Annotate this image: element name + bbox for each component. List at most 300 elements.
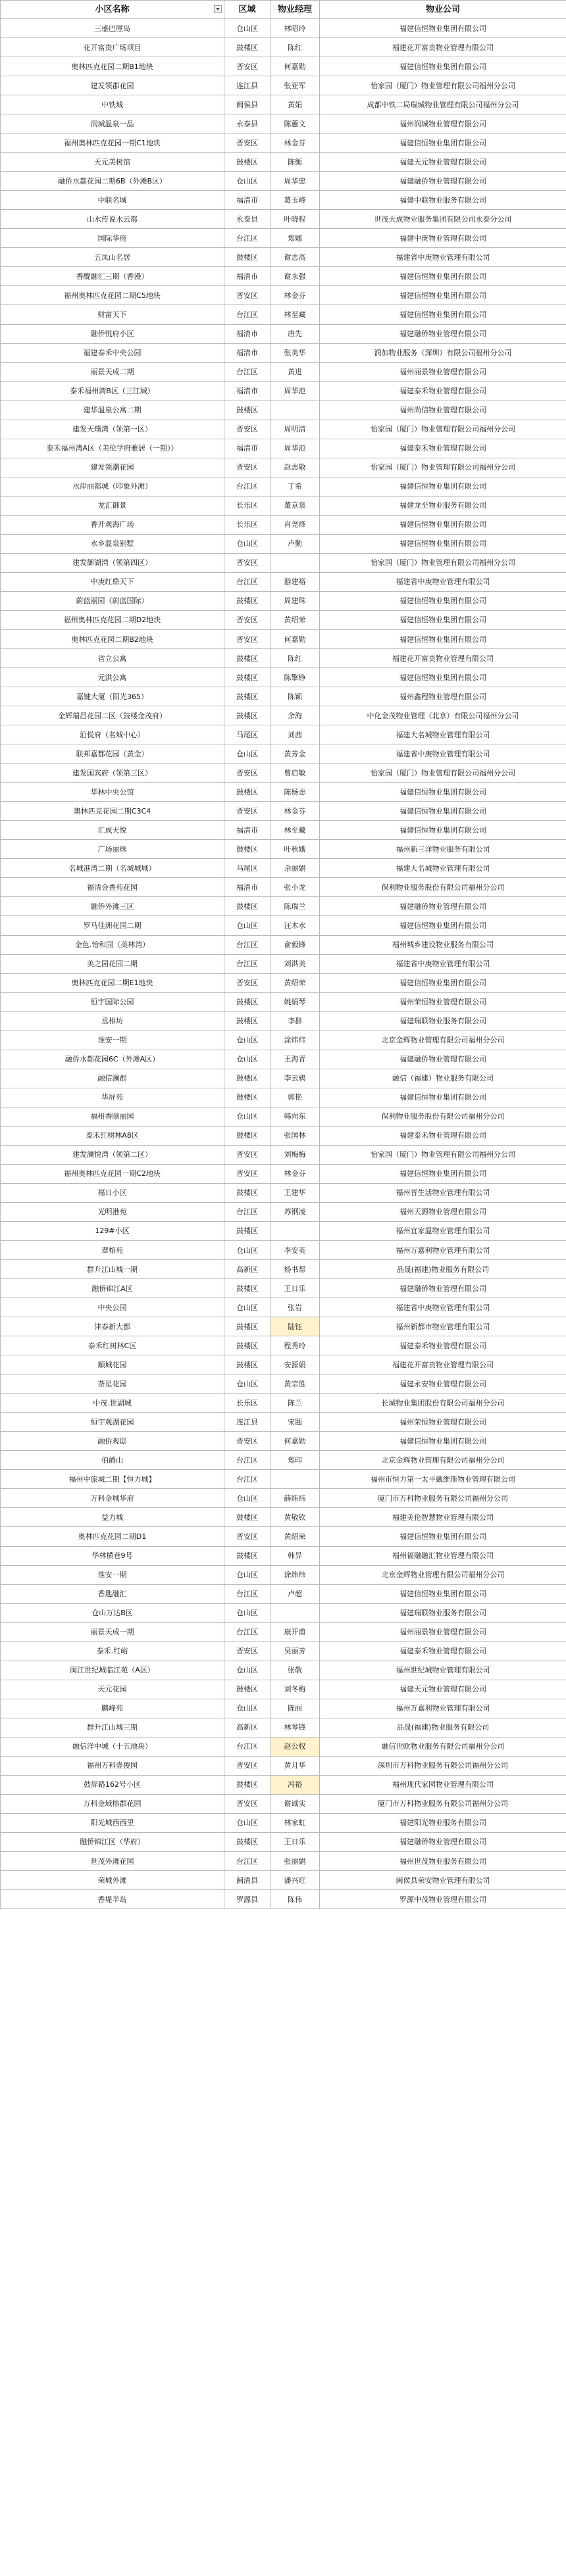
cell-company[interactable]: 福建信恒物业集团有限公司 bbox=[320, 916, 566, 935]
cell-area[interactable]: 仓山区 bbox=[224, 1107, 270, 1126]
cell-company[interactable]: 福建融侨物业管理有限公司 bbox=[320, 1279, 566, 1298]
table-row[interactable] bbox=[1, 114, 566, 134]
table-row[interactable] bbox=[1, 134, 566, 153]
cell-name[interactable]: 奥林匹克花园二期B1地块 bbox=[1, 57, 224, 76]
cell-company[interactable]: 怡家园（厦门）物业管理有限公司福州分公司 bbox=[320, 458, 566, 477]
cell-area[interactable]: 晋安区 bbox=[224, 764, 270, 783]
cell-name[interactable]: 融侨外滩三区 bbox=[1, 897, 224, 916]
cell-name[interactable]: 丽景天成二期 bbox=[1, 362, 224, 381]
cell-name[interactable]: 中铁城 bbox=[1, 95, 224, 114]
cell-area[interactable]: 台江区 bbox=[224, 1451, 270, 1470]
cell-area[interactable]: 鼓楼区 bbox=[224, 1680, 270, 1699]
cell-company[interactable]: 福建信恒物业集团有限公司 bbox=[320, 802, 566, 821]
table-row[interactable] bbox=[1, 1451, 566, 1470]
table-row[interactable] bbox=[1, 1641, 566, 1661]
table-row[interactable] bbox=[1, 1890, 566, 1909]
cell-company[interactable]: 罗源中茂物业管理有限公司 bbox=[320, 1890, 566, 1909]
cell-manager[interactable]: 陈杨志 bbox=[270, 783, 320, 802]
cell-area[interactable]: 长乐区 bbox=[224, 496, 270, 515]
cell-manager[interactable]: 程秀玲 bbox=[270, 1336, 320, 1355]
cell-manager[interactable]: 黄芳金 bbox=[270, 744, 320, 764]
cell-name[interactable]: 泊悦府（名城中心） bbox=[1, 725, 224, 744]
cell-company[interactable]: 怡家园（厦门）物业管理有限公司福州分公司 bbox=[320, 1145, 566, 1164]
cell-manager[interactable]: 张岩 bbox=[270, 1298, 320, 1317]
cell-name[interactable]: 泰禾福州湾B区（三江城） bbox=[1, 381, 224, 401]
cell-area[interactable]: 晋安区 bbox=[224, 1527, 270, 1546]
cell-name[interactable]: 泰禾福州湾A区（美伦学府雅居（一期）） bbox=[1, 439, 224, 458]
table-row[interactable] bbox=[1, 897, 566, 916]
cell-area[interactable]: 福清市 bbox=[224, 878, 270, 897]
cell-area[interactable]: 高新区 bbox=[224, 1260, 270, 1279]
cell-name[interactable]: 鹏峰苑 bbox=[1, 1699, 224, 1718]
cell-company[interactable]: 福州城乡建设物业服务有限公司 bbox=[320, 935, 566, 954]
cell-area[interactable]: 仓山区 bbox=[224, 1031, 270, 1050]
cell-manager[interactable]: 林家虹 bbox=[270, 1813, 320, 1832]
table-row[interactable] bbox=[1, 1852, 566, 1871]
table-row[interactable] bbox=[1, 1126, 566, 1145]
cell-manager[interactable]: 郭艳 bbox=[270, 1088, 320, 1107]
table-row[interactable] bbox=[1, 1145, 566, 1164]
cell-manager[interactable]: 黄娟 bbox=[270, 95, 320, 114]
cell-area[interactable]: 台江区 bbox=[224, 1470, 270, 1489]
cell-company[interactable]: 福州市恒力第一太平戴维斯物业管理有限公司 bbox=[320, 1470, 566, 1489]
cell-name[interactable]: 山水传说水云都 bbox=[1, 210, 224, 229]
cell-name[interactable]: 香堤半岛 bbox=[1, 1890, 224, 1909]
cell-area[interactable]: 鼓楼区 bbox=[224, 1088, 270, 1107]
cell-name[interactable]: 益力城 bbox=[1, 1508, 224, 1527]
cell-area[interactable]: 永泰县 bbox=[224, 210, 270, 229]
cell-name[interactable]: 融侨锦江A区 bbox=[1, 1279, 224, 1298]
cell-name[interactable]: 天元花园 bbox=[1, 1680, 224, 1699]
cell-area[interactable]: 闽侯县 bbox=[224, 95, 270, 114]
column-header-company[interactable] bbox=[320, 1, 566, 19]
cell-area[interactable]: 福清市 bbox=[224, 324, 270, 343]
table-row[interactable] bbox=[1, 1527, 566, 1546]
cell-company[interactable]: 福建信恒物业集团有限公司 bbox=[320, 668, 566, 687]
cell-manager[interactable]: 涂炜炜 bbox=[270, 1031, 320, 1050]
cell-area[interactable]: 鼓楼区 bbox=[224, 38, 270, 57]
cell-name[interactable]: 福建泰禾中央公园 bbox=[1, 343, 224, 362]
cell-name[interactable]: 万科金域榕郡花园 bbox=[1, 1794, 224, 1813]
cell-area[interactable]: 鼓楼区 bbox=[224, 992, 270, 1011]
table-row[interactable] bbox=[1, 1164, 566, 1183]
table-row[interactable] bbox=[1, 840, 566, 859]
table-row[interactable] bbox=[1, 916, 566, 935]
cell-manager[interactable]: 潘兴旺 bbox=[270, 1871, 320, 1890]
table-row[interactable] bbox=[1, 496, 566, 515]
cell-company[interactable]: 福建永安物业管理有限公司 bbox=[320, 1374, 566, 1394]
table-row[interactable] bbox=[1, 362, 566, 381]
cell-company[interactable]: 福建信恒物业集团有限公司 bbox=[320, 19, 566, 38]
cell-area[interactable]: 仓山区 bbox=[224, 1241, 270, 1260]
cell-company[interactable]: 福建信恒物业集团有限公司 bbox=[320, 534, 566, 553]
cell-manager[interactable]: 赵公权 bbox=[270, 1737, 320, 1756]
cell-name[interactable]: 建发澜悦湾（领第二区） bbox=[1, 1145, 224, 1164]
cell-name[interactable]: 淮安一期 bbox=[1, 1565, 224, 1584]
table-row[interactable] bbox=[1, 859, 566, 878]
cell-name[interactable]: 福州奥林匹克花园一期C2地块 bbox=[1, 1164, 224, 1183]
cell-name[interactable]: 恒宇国际公园 bbox=[1, 992, 224, 1011]
cell-area[interactable]: 仓山区 bbox=[224, 1298, 270, 1317]
cell-name[interactable]: 奥林匹克花园二期B2地块 bbox=[1, 630, 224, 649]
cell-name[interactable]: 财富天下 bbox=[1, 305, 224, 324]
cell-name[interactable]: 建发领郡花园 bbox=[1, 76, 224, 95]
table-row[interactable] bbox=[1, 248, 566, 267]
cell-name[interactable]: 闽江世纪城临江苑（A区） bbox=[1, 1661, 224, 1680]
cell-manager[interactable]: 肖尧烽 bbox=[270, 515, 320, 534]
cell-name[interactable]: 中央公园 bbox=[1, 1298, 224, 1317]
cell-area[interactable]: 台江区 bbox=[224, 1852, 270, 1871]
table-row[interactable] bbox=[1, 1107, 566, 1126]
cell-manager[interactable]: 丁希 bbox=[270, 477, 320, 496]
cell-area[interactable]: 长乐区 bbox=[224, 515, 270, 534]
table-row[interactable] bbox=[1, 324, 566, 343]
cell-manager[interactable]: 李云鸦 bbox=[270, 1069, 320, 1088]
cell-name[interactable]: 融信洋中城（十五地块） bbox=[1, 1737, 224, 1756]
cell-manager[interactable]: 周华忠 bbox=[270, 172, 320, 191]
cell-name[interactable]: 建华温泉公寓二期 bbox=[1, 401, 224, 420]
cell-area[interactable]: 鼓楼区 bbox=[224, 1183, 270, 1202]
table-row[interactable] bbox=[1, 992, 566, 1011]
column-header-area[interactable] bbox=[224, 1, 270, 19]
cell-area[interactable]: 台江区 bbox=[224, 1202, 270, 1221]
table-row[interactable] bbox=[1, 229, 566, 248]
cell-manager[interactable]: 韩异 bbox=[270, 1546, 320, 1565]
table-row[interactable] bbox=[1, 687, 566, 706]
cell-company[interactable]: 福建信恒物业集团有限公司 bbox=[320, 591, 566, 610]
table-row[interactable] bbox=[1, 1775, 566, 1794]
cell-area[interactable]: 长乐区 bbox=[224, 1394, 270, 1413]
cell-area[interactable]: 仓山区 bbox=[224, 1374, 270, 1394]
cell-manager[interactable]: 林至藏 bbox=[270, 305, 320, 324]
cell-company[interactable]: 福州万嘉利物业管理有限公司 bbox=[320, 1241, 566, 1260]
cell-manager[interactable]: 陈蕙文 bbox=[270, 114, 320, 134]
cell-area[interactable]: 晋安区 bbox=[224, 134, 270, 153]
cell-manager[interactable]: 黄宗胜 bbox=[270, 1374, 320, 1394]
cell-manager[interactable]: 谢永强 bbox=[270, 267, 320, 286]
cell-company[interactable]: 品晟(福建)物业服务有限公司 bbox=[320, 1718, 566, 1737]
cell-company[interactable]: 福建天元物业管理有限公司 bbox=[320, 153, 566, 172]
cell-manager[interactable]: 冯裕 bbox=[270, 1775, 320, 1794]
cell-company[interactable]: 福建信恒物业集团有限公司 bbox=[320, 57, 566, 76]
cell-company[interactable]: 北京金辉物业管理有限公司福州分公司 bbox=[320, 1565, 566, 1584]
cell-manager[interactable]: 王日乐 bbox=[270, 1832, 320, 1851]
cell-name[interactable]: 荣城外滩 bbox=[1, 1871, 224, 1890]
table-row[interactable] bbox=[1, 1088, 566, 1107]
cell-manager[interactable]: 陈颖 bbox=[270, 687, 320, 706]
cell-name[interactable]: 福州奥林匹克花园二期D2地块 bbox=[1, 610, 224, 629]
cell-area[interactable]: 鼓楼区 bbox=[224, 591, 270, 610]
cell-area[interactable]: 仓山区 bbox=[224, 1489, 270, 1508]
table-row[interactable] bbox=[1, 1069, 566, 1088]
cell-name[interactable]: 水乡温泉别墅 bbox=[1, 534, 224, 553]
filter-dropdown-icon[interactable] bbox=[214, 5, 222, 13]
cell-company[interactable]: 福州丽景物业管理有限公司 bbox=[320, 362, 566, 381]
cell-company[interactable]: 福建信恒物业集团有限公司 bbox=[320, 305, 566, 324]
cell-area[interactable]: 台江区 bbox=[224, 1584, 270, 1603]
cell-company[interactable]: 福州新都市物业管理有限公司 bbox=[320, 1317, 566, 1336]
cell-name[interactable]: 伯爵山 bbox=[1, 1451, 224, 1470]
cell-name[interactable]: 福日小区 bbox=[1, 1183, 224, 1202]
table-row[interactable] bbox=[1, 1871, 566, 1890]
cell-area[interactable]: 晋安区 bbox=[224, 1794, 270, 1813]
cell-name[interactable]: 润城温泉一品 bbox=[1, 114, 224, 134]
cell-name[interactable]: 福州奥林匹克花园二期C5地块 bbox=[1, 286, 224, 305]
cell-manager[interactable]: 叶秋娥 bbox=[270, 840, 320, 859]
cell-manager[interactable]: 卢勤 bbox=[270, 534, 320, 553]
cell-company[interactable]: 福州世茂物业服务有限公司 bbox=[320, 1852, 566, 1871]
cell-name[interactable]: 华屏苑 bbox=[1, 1088, 224, 1107]
cell-manager[interactable]: 薛炜炜 bbox=[270, 1489, 320, 1508]
cell-company[interactable]: 福建龙至物业服务有限公司 bbox=[320, 496, 566, 515]
cell-manager[interactable]: 林琴锋 bbox=[270, 1718, 320, 1737]
cell-area[interactable]: 仓山区 bbox=[224, 1603, 270, 1622]
cell-company[interactable]: 厦门市万科物业服务有限公司福州分公司 bbox=[320, 1489, 566, 1508]
cell-name[interactable]: 丽景天成一期 bbox=[1, 1622, 224, 1641]
cell-area[interactable]: 台江区 bbox=[224, 362, 270, 381]
cell-manager[interactable]: 张美华 bbox=[270, 343, 320, 362]
cell-area[interactable]: 永泰县 bbox=[224, 114, 270, 134]
cell-area[interactable]: 仓山区 bbox=[224, 1661, 270, 1680]
cell-name[interactable]: 融信澜郡 bbox=[1, 1069, 224, 1088]
cell-company[interactable]: 福建省中庚物业管理有限公司 bbox=[320, 954, 566, 973]
table-row[interactable] bbox=[1, 821, 566, 840]
table-row[interactable] bbox=[1, 764, 566, 783]
cell-area[interactable]: 仓山区 bbox=[224, 744, 270, 764]
cell-manager[interactable]: 林金芬 bbox=[270, 286, 320, 305]
cell-name[interactable]: 融侨观邸 bbox=[1, 1432, 224, 1451]
cell-manager[interactable]: 康开甫 bbox=[270, 1622, 320, 1641]
table-row[interactable] bbox=[1, 1737, 566, 1756]
cell-company[interactable]: 福州宜家温物业管理有限公司 bbox=[320, 1221, 566, 1240]
table-row[interactable] bbox=[1, 954, 566, 973]
cell-company[interactable]: 福州鑫程物业管理有限公司 bbox=[320, 687, 566, 706]
table-row[interactable] bbox=[1, 1622, 566, 1641]
cell-manager[interactable]: 杨书帮 bbox=[270, 1260, 320, 1279]
cell-company[interactable]: 怡家园（厦门）物业管理有限公司福州分公司 bbox=[320, 76, 566, 95]
cell-name[interactable]: 罗马佳洲花园二期 bbox=[1, 916, 224, 935]
cell-area[interactable]: 鼓楼区 bbox=[224, 1069, 270, 1088]
cell-manager[interactable]: 黄绍荣 bbox=[270, 1527, 320, 1546]
table-row[interactable] bbox=[1, 95, 566, 114]
cell-name[interactable]: 翠榕苑 bbox=[1, 1241, 224, 1260]
table-row[interactable] bbox=[1, 1489, 566, 1508]
cell-name[interactable]: 华林中央公馆 bbox=[1, 783, 224, 802]
cell-name[interactable]: 五凤山名居 bbox=[1, 248, 224, 267]
table-row[interactable] bbox=[1, 610, 566, 629]
cell-manager[interactable]: 周建珠 bbox=[270, 591, 320, 610]
cell-manager[interactable]: 俞毅锋 bbox=[270, 935, 320, 954]
cell-manager[interactable]: 刘梅梅 bbox=[270, 1145, 320, 1164]
table-row[interactable] bbox=[1, 1470, 566, 1489]
cell-manager[interactable]: 叶晓程 bbox=[270, 210, 320, 229]
cell-area[interactable]: 福清市 bbox=[224, 267, 270, 286]
cell-manager[interactable]: 董京泉 bbox=[270, 496, 320, 515]
table-row[interactable] bbox=[1, 1298, 566, 1317]
table-row[interactable] bbox=[1, 1260, 566, 1279]
cell-area[interactable]: 福清市 bbox=[224, 343, 270, 362]
cell-area[interactable]: 仓山区 bbox=[224, 534, 270, 553]
table-row[interactable] bbox=[1, 305, 566, 324]
cell-manager[interactable]: 黄敬钦 bbox=[270, 1508, 320, 1527]
cell-name[interactable]: 阳光城西西里 bbox=[1, 1813, 224, 1832]
cell-name[interactable]: 恒宇观湖花园 bbox=[1, 1413, 224, 1432]
cell-area[interactable]: 福清市 bbox=[224, 439, 270, 458]
cell-company[interactable]: 福建信恒物业集团有限公司 bbox=[320, 783, 566, 802]
cell-area[interactable]: 福清市 bbox=[224, 821, 270, 840]
cell-manager[interactable]: 张敬 bbox=[270, 1661, 320, 1680]
table-row[interactable] bbox=[1, 1317, 566, 1336]
table-row[interactable] bbox=[1, 1508, 566, 1527]
cell-area[interactable]: 鼓楼区 bbox=[224, 897, 270, 916]
cell-name[interactable]: 福州中旅城二期【恒力城】 bbox=[1, 1470, 224, 1489]
cell-manager[interactable]: 林金芬 bbox=[270, 134, 320, 153]
cell-name[interactable]: 金色.怡和园（美林湾） bbox=[1, 935, 224, 954]
table-row[interactable] bbox=[1, 1699, 566, 1718]
cell-area[interactable]: 台江区 bbox=[224, 572, 270, 591]
table-row[interactable] bbox=[1, 343, 566, 362]
cell-company[interactable]: 福建中庚物业管理有限公司 bbox=[320, 229, 566, 248]
cell-manager[interactable]: 葛玉峰 bbox=[270, 191, 320, 210]
cell-company[interactable]: 福州晋生活物业管理有限公司 bbox=[320, 1183, 566, 1202]
cell-name[interactable]: 嘉键大厦（阳光365） bbox=[1, 687, 224, 706]
cell-manager[interactable] bbox=[270, 1470, 320, 1489]
cell-name[interactable]: 华林横巷9号 bbox=[1, 1546, 224, 1565]
cell-name[interactable]: 泰禾红树林C区 bbox=[1, 1336, 224, 1355]
table-row[interactable] bbox=[1, 1546, 566, 1565]
cell-manager[interactable]: 何嘉勋 bbox=[270, 1432, 320, 1451]
cell-company[interactable]: 福建大名城物业管理有限公司 bbox=[320, 859, 566, 878]
cell-manager[interactable]: 韩向东 bbox=[270, 1107, 320, 1126]
cell-manager[interactable]: 张国林 bbox=[270, 1126, 320, 1145]
cell-name[interactable]: 联邦嘉都花园（黄金） bbox=[1, 744, 224, 764]
table-row[interactable] bbox=[1, 973, 566, 992]
cell-company[interactable]: 怡家园（厦门）物业管理有限公司福州分公司 bbox=[320, 420, 566, 439]
table-row[interactable] bbox=[1, 1336, 566, 1355]
cell-company[interactable]: 福建泰禾物业管理有限公司 bbox=[320, 381, 566, 401]
cell-name[interactable]: 顺城花园 bbox=[1, 1355, 224, 1374]
cell-area[interactable]: 马尾区 bbox=[224, 859, 270, 878]
cell-manager[interactable]: 张小龙 bbox=[270, 878, 320, 897]
cell-area[interactable]: 鼓楼区 bbox=[224, 1508, 270, 1527]
table-row[interactable] bbox=[1, 1661, 566, 1680]
cell-name[interactable]: 龙汇御景 bbox=[1, 496, 224, 515]
cell-name[interactable]: 中联名城 bbox=[1, 191, 224, 210]
table-row[interactable] bbox=[1, 1413, 566, 1432]
cell-company[interactable]: 福建省中庚物业管理有限公司 bbox=[320, 1298, 566, 1317]
table-row[interactable] bbox=[1, 76, 566, 95]
cell-area[interactable]: 鼓楼区 bbox=[224, 248, 270, 267]
table-row[interactable] bbox=[1, 783, 566, 802]
cell-company[interactable]: 福建大名城物业管理有限公司 bbox=[320, 725, 566, 744]
cell-name[interactable]: 建发天璞湾（领第一区） bbox=[1, 420, 224, 439]
cell-company[interactable]: 深圳市万科物业服务有限公司福州分公司 bbox=[320, 1756, 566, 1775]
cell-company[interactable]: 福州荣恒物业管理有限公司 bbox=[320, 992, 566, 1011]
cell-manager[interactable]: 宋题 bbox=[270, 1413, 320, 1432]
cell-company[interactable]: 福建花开富贵物业管理有限公司 bbox=[320, 649, 566, 668]
cell-manager[interactable]: 谢诚实 bbox=[270, 1794, 320, 1813]
table-row[interactable] bbox=[1, 572, 566, 591]
table-row[interactable] bbox=[1, 553, 566, 572]
cell-name[interactable]: 汇成天悦 bbox=[1, 821, 224, 840]
cell-area[interactable]: 鼓楼区 bbox=[224, 1546, 270, 1565]
cell-company[interactable]: 福建省中庚物业管理有限公司 bbox=[320, 744, 566, 764]
cell-manager[interactable]: 安源娟 bbox=[270, 1355, 320, 1374]
cell-manager[interactable]: 姚娟琴 bbox=[270, 992, 320, 1011]
cell-manager[interactable]: 王建华 bbox=[270, 1183, 320, 1202]
cell-company[interactable]: 保利物业服务股份有限公司福州分公司 bbox=[320, 878, 566, 897]
cell-manager[interactable]: 谢志高 bbox=[270, 248, 320, 267]
cell-area[interactable]: 鼓楼区 bbox=[224, 153, 270, 172]
cell-manager[interactable]: 余丽娟 bbox=[270, 859, 320, 878]
table-row[interactable] bbox=[1, 1565, 566, 1584]
cell-manager[interactable]: 林金芬 bbox=[270, 1164, 320, 1183]
cell-name[interactable]: 建发御湖湾（领第四区） bbox=[1, 553, 224, 572]
cell-area[interactable]: 鼓楼区 bbox=[224, 1832, 270, 1851]
cell-manager[interactable]: 吴丽芳 bbox=[270, 1641, 320, 1661]
table-row[interactable] bbox=[1, 191, 566, 210]
cell-manager[interactable]: 何嘉勋 bbox=[270, 57, 320, 76]
table-row[interactable] bbox=[1, 1813, 566, 1832]
cell-manager[interactable]: 林至藏 bbox=[270, 821, 320, 840]
cell-area[interactable]: 仓山区 bbox=[224, 1565, 270, 1584]
table-row[interactable] bbox=[1, 1718, 566, 1737]
cell-area[interactable]: 晋安区 bbox=[224, 802, 270, 821]
cell-name[interactable]: 香匙融汇 bbox=[1, 1584, 224, 1603]
cell-company[interactable]: 福建信恒物业集团有限公司 bbox=[320, 286, 566, 305]
cell-company[interactable]: 福建信恒物业集团有限公司 bbox=[320, 1164, 566, 1183]
cell-manager[interactable] bbox=[270, 1603, 320, 1622]
cell-manager[interactable]: 林金芬 bbox=[270, 802, 320, 821]
cell-name[interactable]: 仓山万达B区 bbox=[1, 1603, 224, 1622]
cell-area[interactable]: 鼓楼区 bbox=[224, 401, 270, 420]
cell-manager[interactable]: 陈红 bbox=[270, 649, 320, 668]
table-row[interactable] bbox=[1, 1011, 566, 1031]
cell-name[interactable]: 融侨水都花园6C（外滩A区） bbox=[1, 1050, 224, 1069]
table-row[interactable] bbox=[1, 744, 566, 764]
cell-company[interactable]: 福州新三洋物业服务有限公司 bbox=[320, 840, 566, 859]
table-row[interactable] bbox=[1, 420, 566, 439]
cell-manager[interactable]: 周华范 bbox=[270, 381, 320, 401]
cell-area[interactable]: 鼓楼区 bbox=[224, 1279, 270, 1298]
cell-manager[interactable]: 周华范 bbox=[270, 439, 320, 458]
cell-company[interactable]: 福建信恒物业集团有限公司 bbox=[320, 477, 566, 496]
cell-area[interactable]: 鼓楼区 bbox=[224, 1317, 270, 1336]
cell-company[interactable]: 福建信恒物业集团有限公司 bbox=[320, 515, 566, 534]
cell-area[interactable]: 晋安区 bbox=[224, 610, 270, 629]
cell-company[interactable]: 福建信恒物业集团有限公司 bbox=[320, 1432, 566, 1451]
table-row[interactable] bbox=[1, 1832, 566, 1851]
table-row[interactable] bbox=[1, 1584, 566, 1603]
table-row[interactable] bbox=[1, 1355, 566, 1374]
cell-manager[interactable]: 周明清 bbox=[270, 420, 320, 439]
cell-name[interactable]: 建发领潮花园 bbox=[1, 458, 224, 477]
cell-area[interactable]: 台江区 bbox=[224, 229, 270, 248]
cell-company[interactable]: 成都中铁二局瑞城物业管理有限公司福州分公司 bbox=[320, 95, 566, 114]
cell-area[interactable]: 晋安区 bbox=[224, 458, 270, 477]
cell-name[interactable]: 福州万科壹俊园 bbox=[1, 1756, 224, 1775]
table-row[interactable] bbox=[1, 210, 566, 229]
cell-name[interactable]: 129#小区 bbox=[1, 1221, 224, 1240]
cell-manager[interactable]: 刘茜 bbox=[270, 725, 320, 744]
cell-company[interactable]: 福州天源物业管理有限公司 bbox=[320, 1202, 566, 1221]
cell-manager[interactable]: 何嘉勋 bbox=[270, 630, 320, 649]
table-row[interactable] bbox=[1, 439, 566, 458]
cell-manager[interactable] bbox=[270, 1221, 320, 1240]
cell-manager[interactable]: 陈衡 bbox=[270, 153, 320, 172]
cell-area[interactable]: 仓山区 bbox=[224, 172, 270, 191]
cell-area[interactable]: 晋安区 bbox=[224, 57, 270, 76]
